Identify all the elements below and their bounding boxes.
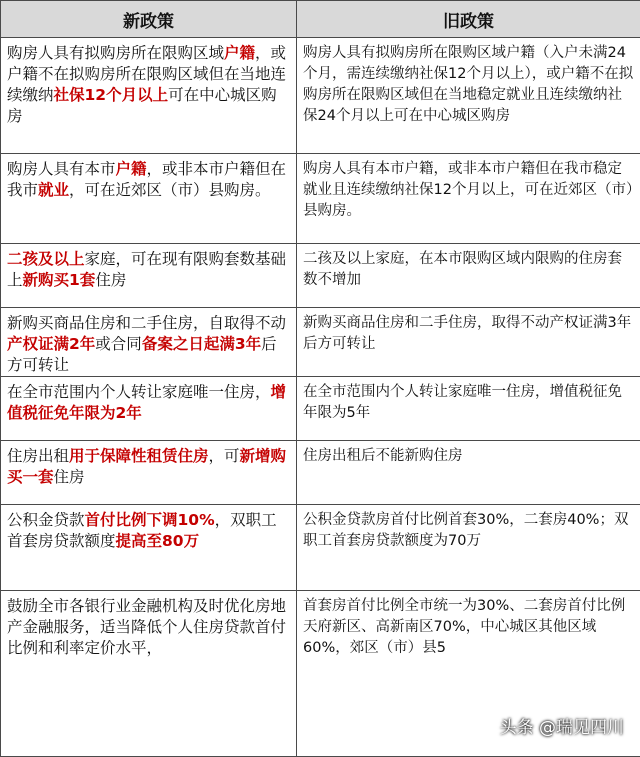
- policy-text: ，或非本市户籍但在我市: [7, 160, 286, 199]
- policy-text: ，可在近郊区（市）县购房。: [69, 181, 271, 199]
- highlight-text: 新购买1套: [23, 271, 96, 289]
- policy-row: [1, 441, 640, 505]
- policy-text: 住房: [95, 271, 126, 289]
- new-policy-cell: [1, 244, 297, 308]
- highlight-text: 新增购买一套: [7, 447, 286, 486]
- highlight-text: 户籍: [224, 44, 255, 62]
- new-policy-cell: [1, 377, 297, 441]
- highlight-text: 社保12个月以上: [54, 86, 169, 104]
- policy-text: 住房出租: [7, 447, 69, 465]
- highlight-text: 提高至80万: [116, 532, 200, 550]
- policy-text: 鼓励全市各银行业金融机构及时优化房地产金融服务，适当降低个人住房贷款首付比例和利率定价水平，: [7, 597, 286, 657]
- watermark: 头条 @瑞见四川: [500, 713, 624, 738]
- old-policy-cell: 住房出租后不能新购住房: [297, 441, 640, 505]
- policy-text: 购房人具有拟购房所在限购区域: [7, 44, 224, 62]
- old-policy-cell: 在全市范围内个人转让家庭唯一住房，增值税征免年限为5年: [297, 377, 640, 441]
- policy-text: 家庭，可在现有限购套数基础上: [7, 250, 286, 289]
- highlight-text: 产权证满2年: [7, 335, 95, 353]
- new-policy-cell: [1, 441, 297, 505]
- policy-text: ，双职工首套房贷款额度: [7, 511, 277, 550]
- highlight-text: 就业: [38, 181, 69, 199]
- policy-text: 公积金贷款: [7, 511, 85, 529]
- policy-row: [1, 505, 640, 591]
- old-policy-cell: 首套房首付比例全市统一为30%、二套房首付比例天府新区、高新南区70%，中心城区其他区域60%，郊区（市）县5: [297, 591, 640, 757]
- new-policy-cell: [1, 591, 297, 757]
- old-policy-cell: 公积金贷款房首付比例首套30%，二套房40%；双职工首套房贷款额度为70万: [297, 505, 640, 591]
- old-policy-cell: 新购买商品住房和二手住房，取得不动产权证满3年后方可转让: [297, 308, 640, 377]
- header-row: [1, 1, 640, 38]
- header-old-policy: 旧政策: [297, 1, 640, 38]
- header-new-policy: 新政策: [1, 1, 297, 38]
- new-policy-cell: [1, 505, 297, 591]
- policy-row: [1, 244, 640, 308]
- policy-text: ，可: [209, 447, 240, 465]
- old-policy-cell: 购房人具有本市户籍，或非本市户籍但在我市稳定就业且连续缴纳社保12个月以上，可在近郊区（市）县购房。: [297, 154, 640, 244]
- policy-text: 或合同: [95, 335, 142, 353]
- highlight-text: 备案之日起满3年: [142, 335, 261, 353]
- policy-text: 住房: [54, 468, 85, 486]
- old-policy-cell: 购房人具有拟购房所在限购区域户籍（入户未满24个月，需连续缴纳社保12个月以上），或户籍不在拟购房所在限购区域但在当地稳定就业且连续缴纳社保24个月以上可在中心城区购房: [297, 38, 640, 154]
- policy-row: [1, 154, 640, 244]
- policy-text: 后方可转让: [7, 335, 277, 374]
- highlight-text: 增值税征免年限为2年: [7, 383, 286, 422]
- policy-text: ，或户籍不在拟购房所在限购区域但在当地连续缴纳: [7, 44, 286, 104]
- policy-text: 可在中心城区购房: [7, 86, 277, 125]
- policy-row: [1, 38, 640, 154]
- highlight-text: 用于保障性租赁住房: [69, 447, 209, 465]
- highlight-text: 户籍: [116, 160, 147, 178]
- policy-text: 新购买商品住房和二手住房，自取得不动: [7, 314, 286, 332]
- policy-row: [1, 377, 640, 441]
- old-policy-cell: 二孩及以上家庭，在本市限购区域内限购的住房套数不增加: [297, 244, 640, 308]
- policy-row: [1, 308, 640, 377]
- policy-text: 购房人具有本市: [7, 160, 116, 178]
- highlight-text: 首付比例下调10%: [85, 511, 215, 529]
- highlight-text: 二孩及以上: [7, 250, 85, 268]
- new-policy-cell: [1, 154, 297, 244]
- policy-text: 在全市范围内个人转让家庭唯一住房，: [7, 383, 271, 401]
- new-policy-cell: [1, 38, 297, 154]
- new-policy-cell: [1, 308, 297, 377]
